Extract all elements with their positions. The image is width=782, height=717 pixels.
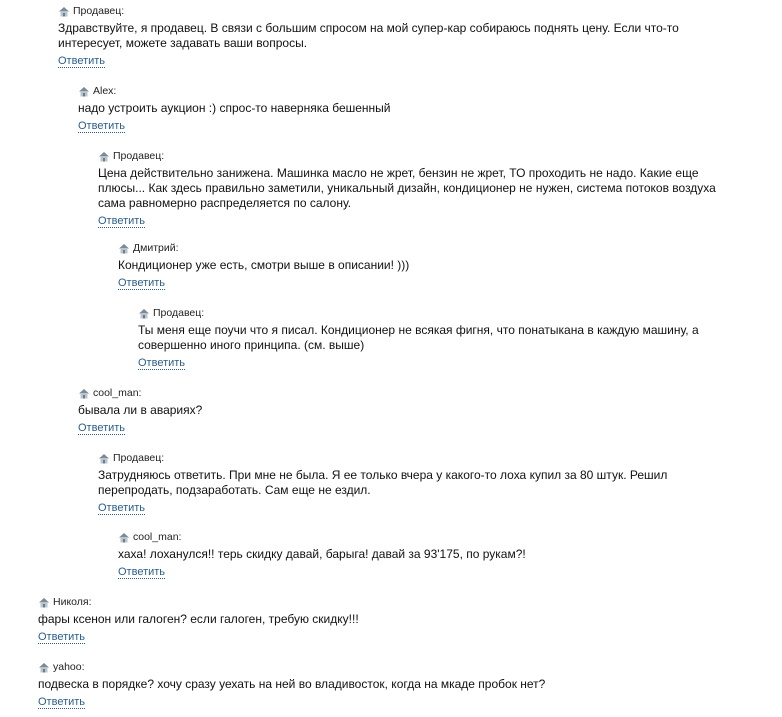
comment-text: надо устроить аукцион :) спрос-то наверняка бешенный: [78, 101, 391, 115]
comment-author[interactable]: Николя:: [53, 596, 92, 608]
comment-author[interactable]: Продавец:: [73, 5, 125, 17]
home-icon: [38, 597, 50, 608]
comment-author[interactable]: yahoo:: [53, 661, 85, 673]
comment-text: Здравствуйте, я продавец. В связи с большим спросом на мой супер-кар собираюсь поднять цену. Если что-то интересует, можете задавать ваши вопросы.: [58, 21, 679, 50]
reply-link[interactable]: Ответить: [98, 215, 146, 227]
reply-link[interactable]: Ответить: [138, 357, 186, 369]
comment-text: Цена действительно занижена. Машинка масло не жрет, бензин не жрет, ТО проходить не надо. Какие еще плюсы... Как здесь правильно заметили, уникальный дизайн, кондиционер не нужен, система потоков воздуха сама равномерно распределяется по салону.: [98, 166, 716, 210]
reply-link[interactable]: Ответить: [38, 631, 86, 643]
home-icon: [98, 453, 110, 464]
comment-author[interactable]: cool_man:: [93, 387, 142, 399]
home-icon: [38, 662, 50, 673]
home-icon: [78, 86, 90, 97]
comment: [98, 149, 716, 229]
comment-text: подвеска в порядке? хочу сразу уехать на ней во владивосток, когда на мкаде пробок нет?: [38, 677, 546, 691]
comment-author[interactable]: Alex:: [93, 85, 117, 97]
home-icon: [98, 151, 110, 162]
comment-text: фары ксенон или галоген? если галоген, требую скидку!!!: [38, 612, 359, 626]
comment-text: Ты меня еще поучи что я писал. Кондиционер не всякая фигня, что понатыкана в каждую машину, а совершенно иного принципа. (см. выше): [138, 323, 699, 352]
reply-link[interactable]: Ответить: [78, 120, 126, 132]
comment: [38, 660, 545, 710]
comment: [98, 451, 667, 516]
comment: [118, 530, 526, 580]
home-icon: [118, 243, 130, 254]
comment: [38, 595, 359, 645]
home-icon: [138, 308, 150, 319]
comment-text: бывала ли в авариях?: [78, 403, 203, 417]
home-icon: [58, 6, 70, 17]
comment-text: хаха! лоханулся!! терь скидку давай, барыга! давай за 93'175, по рукам?!: [118, 547, 526, 561]
home-icon: [78, 388, 90, 399]
home-icon: [118, 532, 130, 543]
comment: [138, 306, 699, 371]
comment: [78, 386, 202, 436]
comment-author[interactable]: Дмитрий:: [133, 242, 179, 254]
comment-text: Кондиционер уже есть, смотри выше в описании! ))): [118, 258, 410, 272]
comment: [118, 241, 409, 291]
reply-link[interactable]: Ответить: [118, 277, 166, 289]
comment-author[interactable]: Продавец:: [113, 452, 165, 464]
reply-link[interactable]: Ответить: [98, 502, 146, 514]
comment: [58, 4, 679, 69]
comment-author[interactable]: Продавец:: [113, 150, 165, 162]
comment: [78, 84, 391, 134]
reply-link[interactable]: Ответить: [78, 422, 126, 434]
comment-text: Затрудняюсь ответить. При мне не была. Я ее только вчера у какого-то лоха купил за 80 штук. Решил перепродать, подзаработать. Сам еще не ездил.: [98, 468, 668, 497]
reply-link[interactable]: Ответить: [38, 696, 86, 708]
reply-link[interactable]: Ответить: [118, 566, 166, 578]
reply-link[interactable]: Ответить: [58, 55, 106, 67]
comment-author[interactable]: Продавец:: [153, 307, 205, 319]
comment-author[interactable]: cool_man:: [133, 531, 182, 543]
